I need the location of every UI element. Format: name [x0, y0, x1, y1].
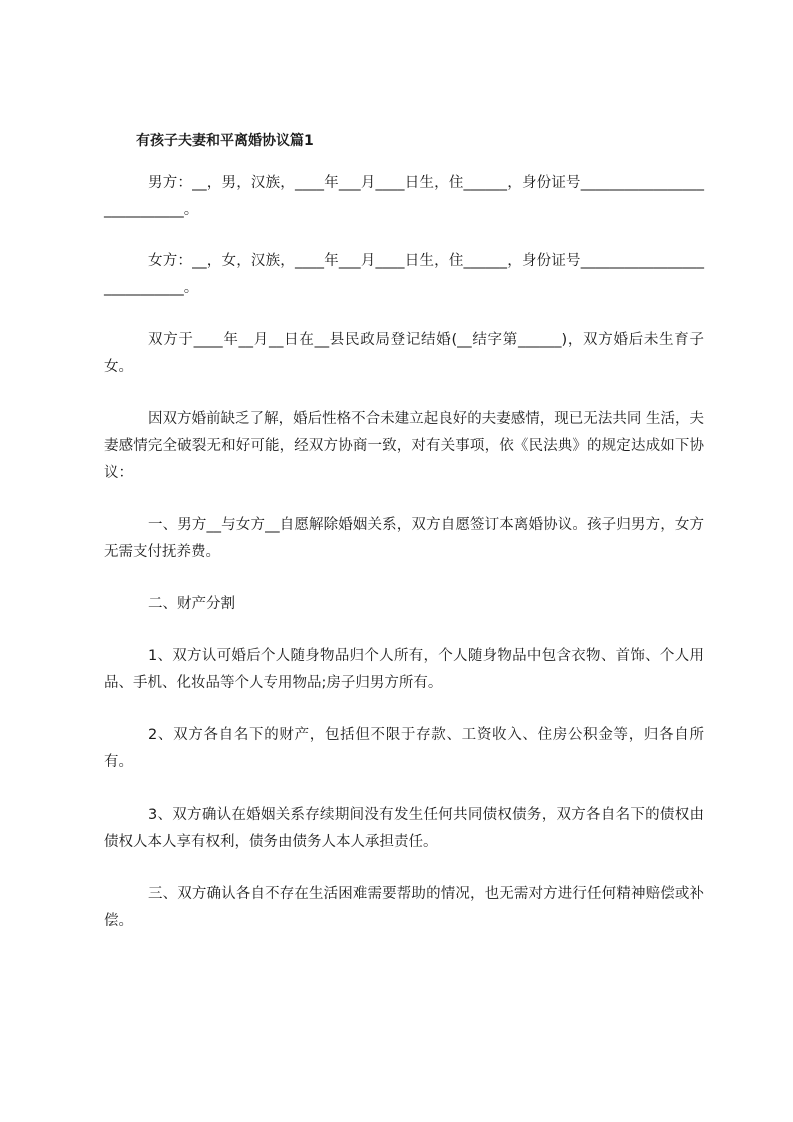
paragraph-clause-2-1: 1、双方认可婚后个人随身物品归个人所有，个人随身物品中包含衣物、首饰、个人用品、手机、化妆品等个人专用物品;房子归男方所有。	[104, 648, 704, 691]
paragraph-clause-2-3: 3、双方确认在婚姻关系存续期间没有发生任何共同债权债务，双方各自名下的债权由债权人本人享有权利，债务由债务人本人承担责任。	[104, 807, 704, 850]
paragraph-male-party: 男方：__，男，汉族，____年___月____日生，住______，身份证号____________________________。	[104, 175, 704, 218]
paragraph-clause-3: 三、双方确认各自不存在生活困难需要帮助的情况，也无需对方进行任何精神赔偿或补偿。	[104, 886, 704, 929]
document-title: 有孩子夫妻和平离婚协议篇1	[136, 133, 314, 149]
paragraph-clause-2-heading: 二、财产分割	[148, 596, 235, 612]
paragraph-clause-1: 一、男方__与女方__自愿解除婚姻关系，双方自愿签订本离婚协议。孩子归男方，女方无需支付抚养费。	[104, 517, 704, 560]
paragraph-clause-2-2: 2、双方各自名下的财产，包括但不限于存款、工资收入、住房公积金等，归各自所有。	[104, 727, 704, 770]
paragraph-reason: 因双方婚前缺乏了解，婚后性格不合未建立起良好的夫妻感情，现已无法共同 生活，夫妻感情完全破裂无和好可能，经双方协商一致，对有关事项，依《民法典》的规定达成如下协议：	[104, 411, 704, 481]
paragraph-female-party: 女方：__，女，汉族，____年___月____日生，住______，身份证号____________________________。	[104, 253, 704, 296]
paragraph-marriage-registration: 双方于____年__月__日在__县民政局登记结婚(__结字第______)，双方婚后未生育子女。	[104, 332, 704, 375]
